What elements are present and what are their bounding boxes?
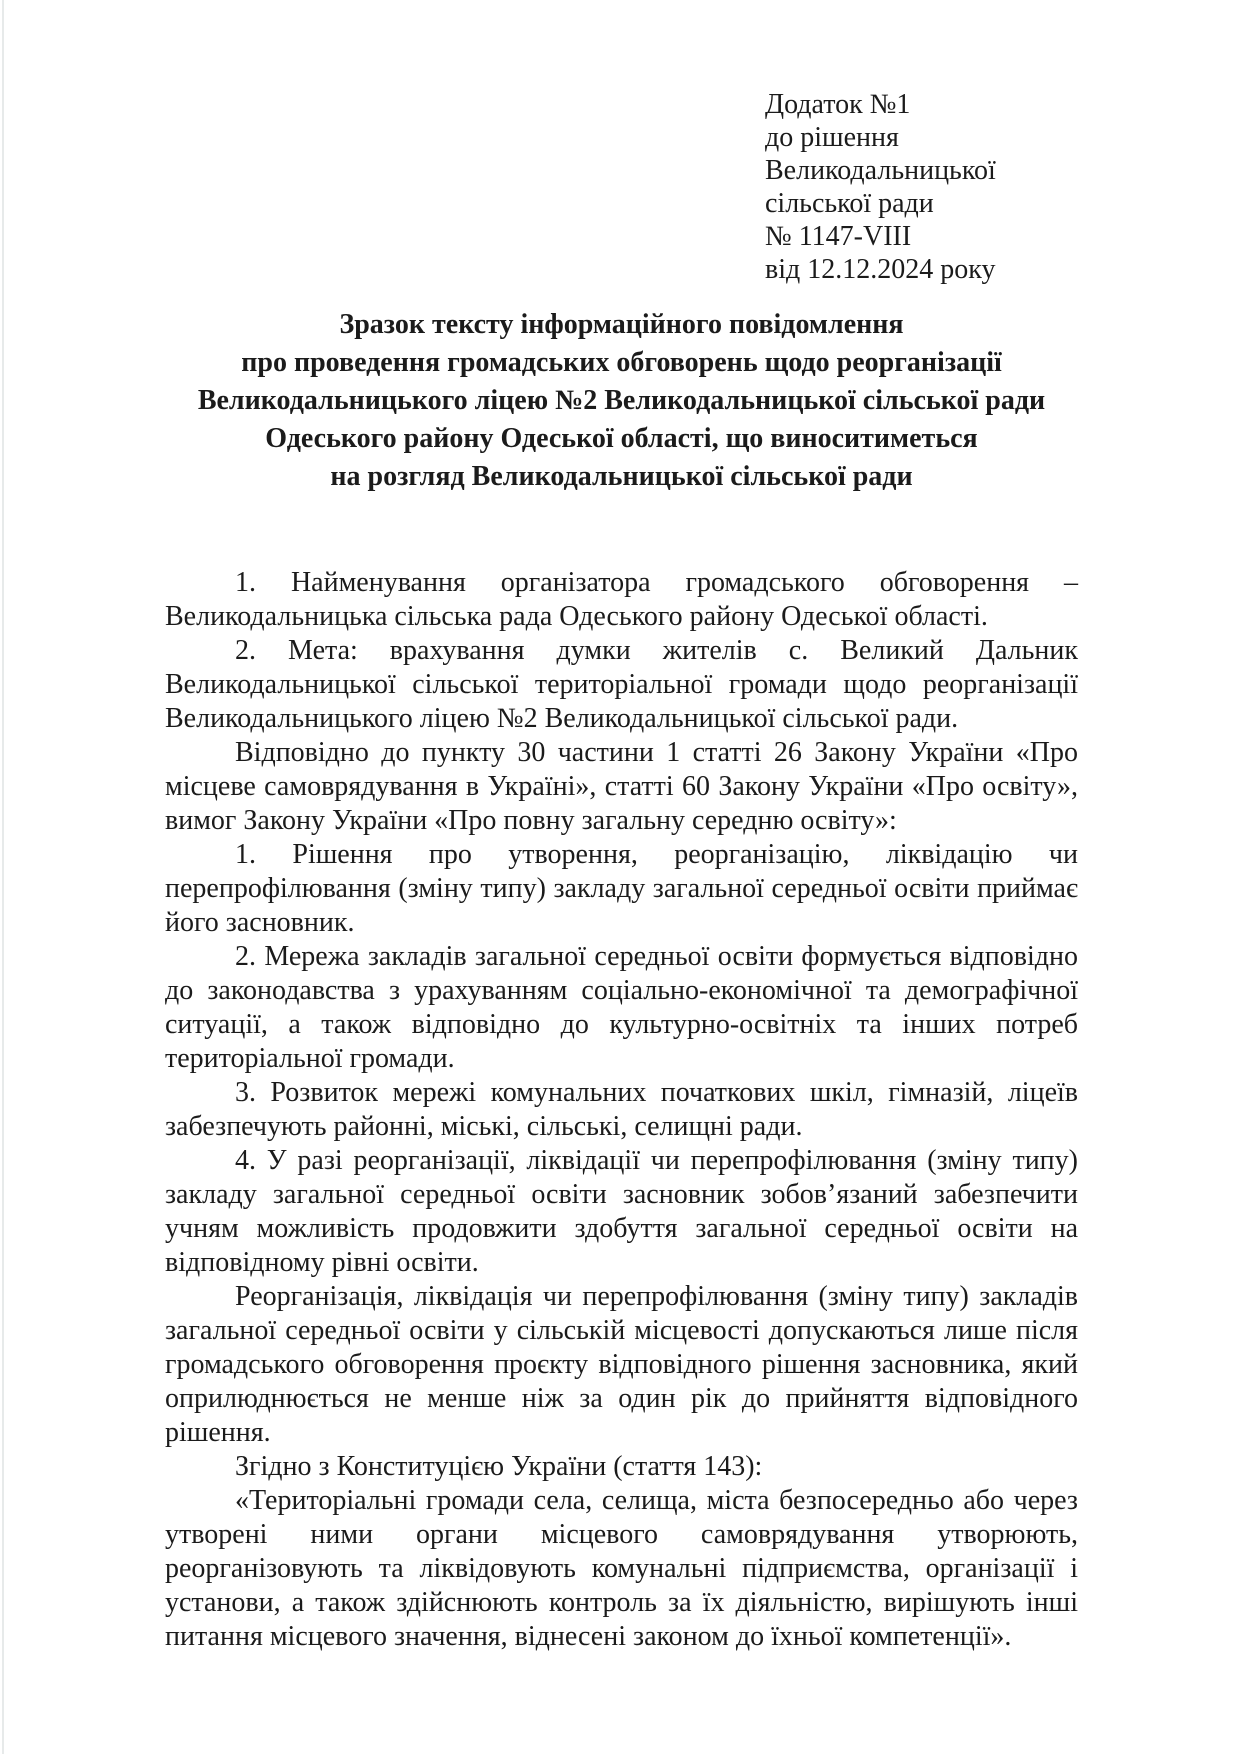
annex-line: Додаток №1 bbox=[765, 89, 911, 120]
body-paragraph: 1. Найменування організатора громадського обговорення – Великодальницька сільська рада Одеського району Одеської області. bbox=[165, 567, 1078, 632]
annex-reference-block bbox=[765, 88, 1105, 286]
annex-line: від 12.12.2024 року bbox=[765, 254, 996, 285]
document-body bbox=[165, 566, 1078, 1654]
body-paragraph: 2. Мережа закладів загальної середньої освіти формується відповідно до законодавства з урахуванням соціально-економічної та демографічної ситуації, а також відповідно до культурно-освітніх та інших потреб територіальної громади. bbox=[165, 941, 1078, 1074]
scan-edge-artifact bbox=[2, 0, 4, 1754]
document-title bbox=[165, 306, 1078, 496]
body-paragraph: 4. У разі реорганізації, ліквідації чи перепрофілювання (зміну типу) закладу загальної середньої освіти засновник зобов’язаний забезпечити учням можливість продовжити здобуття загальної середньої освіти на відповідному рівні освіти. bbox=[165, 1145, 1078, 1278]
annex-line: сільської ради bbox=[765, 188, 934, 219]
annex-line: до рішення bbox=[765, 122, 899, 153]
body-paragraph: Згідно з Конституцією України (стаття 143): bbox=[235, 1451, 763, 1482]
body-paragraph: 3. Розвиток мережі комунальних початкових шкіл, гімназій, ліцеїв забезпечують районні, міські, сільські, селищні ради. bbox=[165, 1077, 1078, 1142]
body-paragraph: Відповідно до пункту 30 частини 1 статті 26 Закону України «Про місцеве самоврядування в Україні», статті 60 Закону України «Про освіту», вимог Закону України «Про повну загальну середню освіту»: bbox=[165, 737, 1078, 836]
annex-line: Великодальницької bbox=[765, 155, 996, 186]
body-paragraph: 1. Рішення про утворення, реорганізацію, ліквідацію чи перепрофілювання (зміну типу) закладу загальної середньої освіти приймає його засновник. bbox=[165, 839, 1078, 938]
title-line: Одеського району Одеської області, що виноситиметься bbox=[265, 423, 978, 454]
title-line: Великодальницького ліцею №2 Великодальницької сільської ради bbox=[197, 385, 1046, 416]
body-paragraph: Реорганізація, ліквідація чи перепрофілювання (зміну типу) закладів загальної середньої освіти у сільській місцевості допускаються лише після громадського обговорення проєкту відповідного рішення засновника, який оприлюднюється не менше ніж за один рік до прийняття відповідного рішення. bbox=[165, 1281, 1078, 1448]
body-paragraph: 2. Мета: врахування думки жителів с. Великий Дальник Великодальницької сільської територіальної громади щодо реорганізації Великодальницького ліцею №2 Великодальницької сільської ради. bbox=[165, 635, 1078, 734]
annex-line: № 1147-VIII bbox=[765, 221, 912, 252]
title-line: про проведення громадських обговорень щодо реорганізації bbox=[241, 347, 1002, 378]
title-line: на розгляд Великодальницької сільської ради bbox=[330, 461, 913, 492]
title-line: Зразок тексту інформаційного повідомлення bbox=[339, 309, 904, 340]
body-paragraph: «Територіальні громади села, селища, міста безпосередньо або через утворені ними органи місцевого самоврядування утворюють, реорганізовують та ліквідовують комунальні підприємства, організації і установи, а також здійснюють контроль за їх діяльністю, вирішують інші питання місцевого значення, віднесені законом до їхньої компетенції». bbox=[165, 1485, 1078, 1652]
